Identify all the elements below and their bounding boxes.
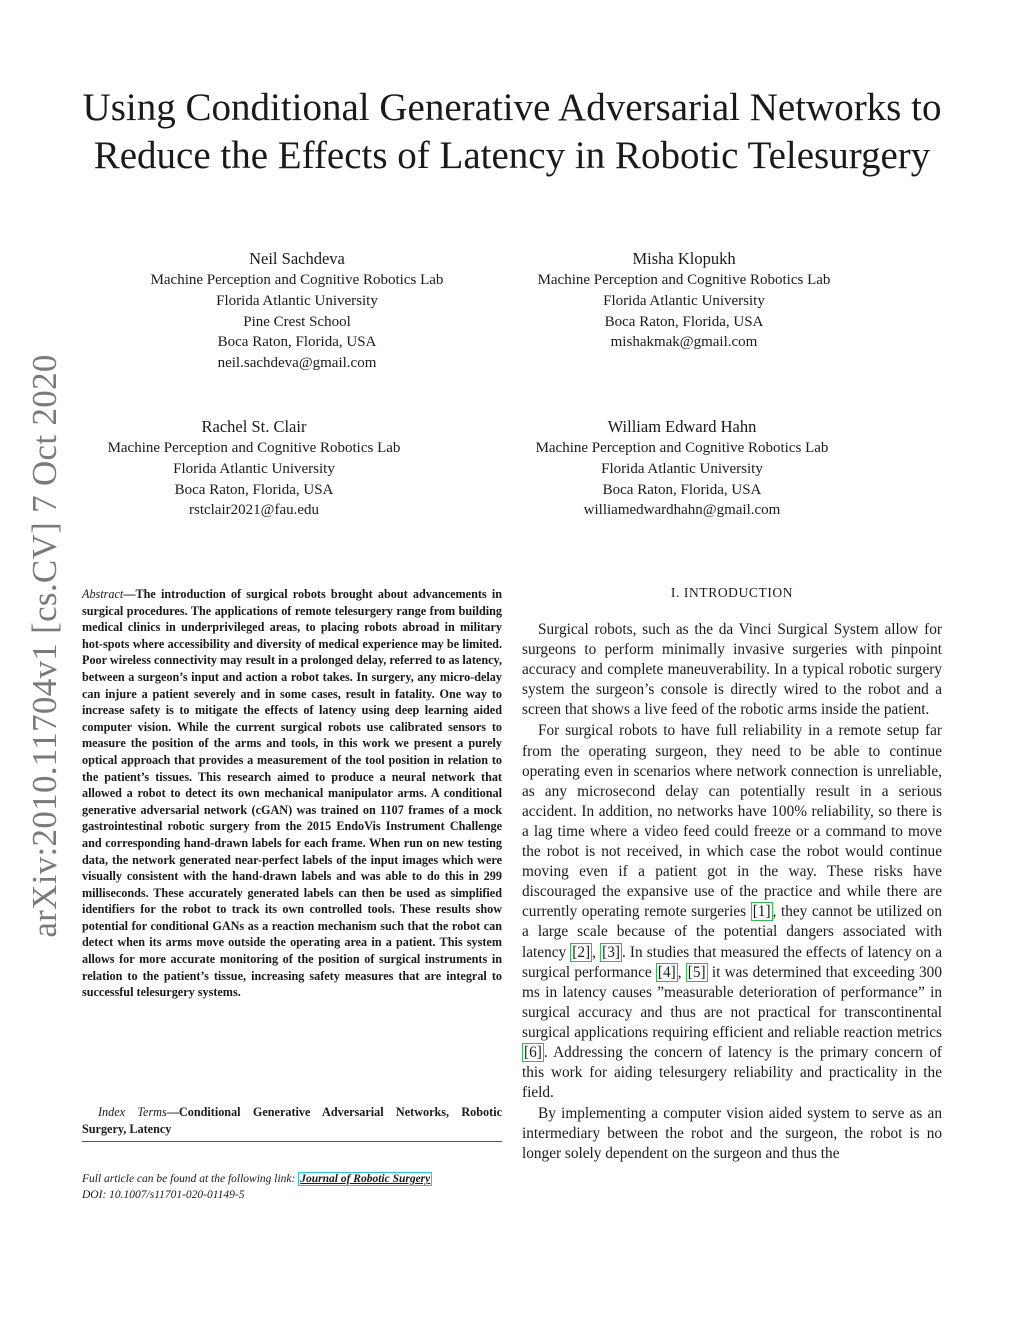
author-affiliation: Boca Raton, Florida, USA: [174, 481, 334, 498]
text-run: it was determined that exceeding 300 ms in latency causes ”measurable deterioration of performance” in surgical accuracy and thus are not practical for transcontinental surgical applications requiring efficient and reliable reaction metrics: [522, 963, 942, 1041]
text-run: , they cannot be utilized on a large scale because of the potential dangers associated with latency: [522, 903, 942, 961]
citation-link[interactable]: [4]: [657, 963, 676, 981]
citation-link[interactable]: [3]: [602, 943, 620, 961]
author-email: williamedwardhahn@gmail.com: [583, 502, 781, 519]
journal-link[interactable]: Journal of Robotic Surgery: [300, 1173, 431, 1185]
author-affiliation: Machine Perception and Cognitive Robotics Lab: [537, 272, 831, 288]
footnote-line: [82, 1172, 522, 1188]
author-name: William Edward Hahn: [607, 417, 757, 436]
introduction-body: [522, 620, 942, 1166]
citation-link[interactable]: [6]: [524, 1043, 542, 1061]
author-affiliation: Machine Perception and Cognitive Robotics Lab: [107, 440, 401, 456]
author-block-4: [497, 416, 867, 521]
author-name: Misha Klopukh: [632, 249, 736, 268]
text-run: . Addressing the concern of latency is the primary concern of this work for aiding telesurgery reliability and practicality in the field.: [522, 1043, 942, 1102]
author-block-2: [499, 248, 869, 353]
section-heading: I. INTRODUCTION: [670, 585, 794, 600]
footnote-doi: DOI: 10.1007/s11701-020-01149-5: [82, 1188, 245, 1201]
author-email: rstclair2021@fau.edu: [188, 502, 320, 519]
text-run: ,: [677, 963, 686, 981]
citation-link[interactable]: [2]: [572, 943, 591, 961]
author-affiliation: Florida Atlantic University: [173, 460, 335, 477]
author-block-1: [112, 248, 482, 374]
author-affiliation: Machine Perception and Cognitive Robotics Lab: [150, 272, 444, 288]
abstract-label: Abstract: [82, 587, 124, 601]
text-run: For surgical robots to have full reliability in a remote setup far from the operating surgeon, they need to be able to continue operating even in scenarios where network connection is unreliable, as any microsecond delay can potentially result in a serious accident. In addition, no networks have 100% reliability, so there is a lag time where a video feed could freeze or a command to move the robot is not received, in which case the robot would continue moving even if a patient got in the way. These risks have discouraged the expansive use of the practice and while there are currently operating remote surgeries: [522, 722, 942, 921]
author-name: Rachel St. Clair: [201, 417, 307, 436]
index-terms: [82, 1104, 502, 1137]
author-email: mishakmak@gmail.com: [610, 334, 758, 351]
arxiv-side-stamp: arXiv:2010.11704v1 [cs.CV] 7 Oct 2020: [25, 354, 64, 938]
author-affiliation: Florida Atlantic University: [601, 460, 763, 477]
author-name: Neil Sachdeva: [249, 249, 345, 268]
abstract-text: —The introduction of surgical robots brought about advancements in surgical procedures. The applications of remote telesurgery range from building medical clinics in underprivileged areas, to placing robots abroad in military hot-spots where accessibility and diversity of medical experience may be limited. Poor wireless connectivity may result in a prolonged delay, referred to as latency, between a surgeon’s input and action a robot takes. In surgery, any micro-delay can injure a patient severely and in some cases, result in fatality. One way to increase safety is to mitigate the effects of latency using deep learning aided computer vision. While the current surgical robots use calibrated sensors to measure the position of the arms and tools, in this work we present a purely optical approach that provides a measurement of the tool position in relation to the patient’s tissues. This research aimed to produce a neural network that allowed a robot to detect its own mechanical manipulator arms. A conditional generative adversarial network (cGAN) was trained on 1107 frames of a mock gastrointestinal robotic surgery from the 2015 EndoVis Instrument Challenge and corresponding hand-drawn labels for each frame. When run on new testing data, the network generated near-perfect labels of the input images which were visually consistent with the hand-drawn labels and was able to do this in 299 milliseconds. These accurately generated labels can then be used as simplified identifiers for the robot to track its own controlled tools. These results show potential for conditional GANs as a reaction mechanism such that the robot can detect when its arms move outside the operating area in a patient. This system allows for more accurate monitoring of the position of surgical instruments in relation to the patient’s tissue, increasing safety measures that are integral to successful telesurgery systems.: [82, 587, 502, 1000]
footnote: [82, 1172, 522, 1203]
abstract: [82, 586, 502, 1001]
author-affiliation: Boca Raton, Florida, USA: [217, 334, 377, 351]
author-affiliation: Machine Perception and Cognitive Robotics Lab: [535, 440, 829, 456]
author-affiliation: Florida Atlantic University: [603, 292, 765, 309]
author-affiliation: Boca Raton, Florida, USA: [602, 481, 762, 498]
author-affiliation: Boca Raton, Florida, USA: [604, 313, 764, 330]
author-affiliation: Florida Atlantic University: [216, 292, 378, 309]
footnote-divider: [82, 1141, 502, 1142]
index-terms-label: Index Terms: [98, 1105, 167, 1119]
index-terms-text: —Conditional Generative Adversarial Networks, Robotic Surgery, Latency: [82, 1105, 503, 1136]
paragraph: Surgical robots, such as the da Vinci Surgical System allow for surgeons to perform minimally invasive surgeries with pinpoint accuracy and complete maneuverability. In a typical robotic surgery system the surgeon’s console is directly wired to the robot and a screen that shows a live feed of the robotic arms inside the patient.: [522, 621, 942, 719]
text-run: . In studies that measured the effects of latency on a surgical performance: [522, 943, 942, 981]
author-email: neil.sachdeva@gmail.com: [217, 355, 377, 372]
footnote-prefix: Full article can be found at the following link:: [82, 1173, 299, 1185]
author-affiliation: Pine Crest School: [243, 313, 351, 330]
text-run: ,: [592, 943, 601, 961]
paper-title: Using Conditional Generative Adversarial Networks to Reduce the Effects of Latency in Robotic Telesurgery: [82, 86, 942, 177]
citation-link[interactable]: [1]: [752, 903, 771, 921]
citation-link[interactable]: [5]: [687, 963, 706, 981]
author-block-3: [69, 416, 439, 521]
paragraph: [522, 721, 942, 1103]
paragraph: By implementing a computer vision aided system to serve as an intermediary between the robot and the surgeon, the robot is no longer solely dependent on the surgeon and thus the: [522, 1105, 942, 1163]
